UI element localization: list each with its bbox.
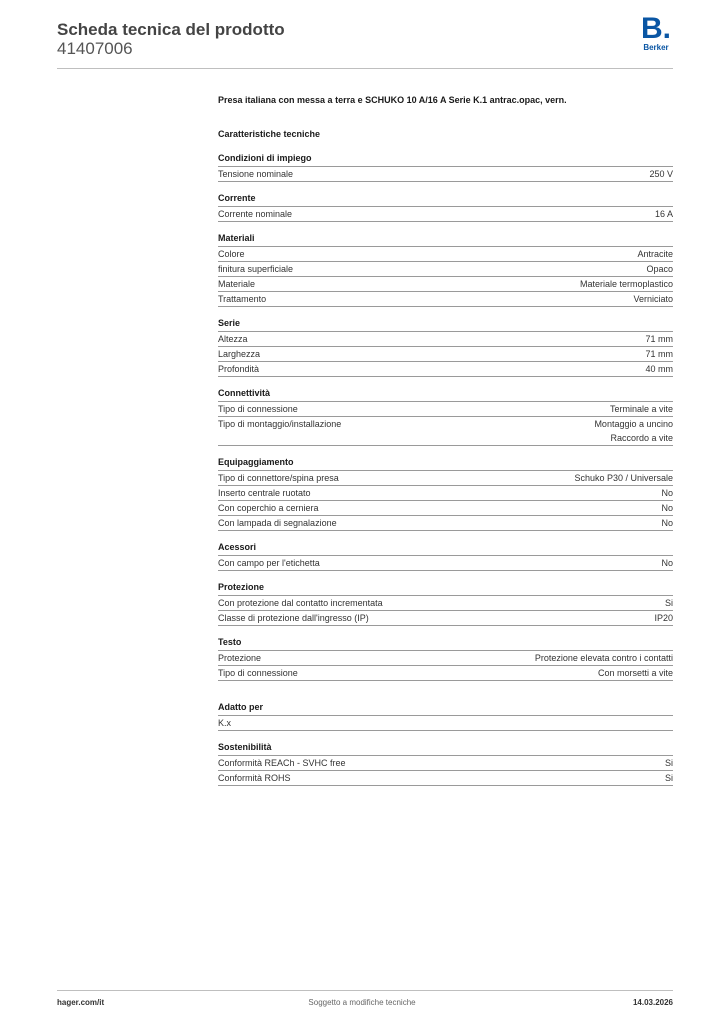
- section-title: Testo: [218, 636, 673, 651]
- spec-value: Verniciato: [633, 294, 673, 304]
- spec-row: [218, 277, 673, 292]
- spec-label: Profondità: [218, 364, 260, 374]
- spec-section: [218, 152, 673, 182]
- spec-label: Altezza: [218, 334, 248, 344]
- spec-value: 40 mm: [645, 364, 673, 374]
- spec-value: Si: [664, 758, 673, 768]
- spec-section: [218, 317, 673, 377]
- spec-section: [218, 456, 673, 531]
- spec-row: [218, 501, 673, 516]
- spec-label: Corrente nominale: [218, 209, 293, 219]
- tech-heading: Caratteristiche tecniche: [218, 129, 321, 139]
- spec-label: Con lampada di segnalazione: [218, 518, 337, 528]
- spec-row: [218, 167, 673, 182]
- spec-row: [218, 347, 673, 362]
- section-title: Materiali: [218, 232, 673, 247]
- footer-divider: [57, 990, 673, 991]
- spec-section: [218, 387, 673, 446]
- footer-website: hager.com/it: [57, 998, 105, 1007]
- spec-row: [218, 362, 673, 377]
- spec-label: Protezione: [218, 653, 262, 663]
- logo-text: Berker: [643, 43, 669, 52]
- spec-row: [218, 611, 673, 626]
- spec-row: [218, 716, 673, 731]
- spec-value: Si: [664, 773, 673, 783]
- spec-label: Conformità REACh - SVHC free: [218, 758, 346, 768]
- spec-label: Tensione nominale: [218, 169, 294, 179]
- spec-value: Protezione elevata contro i contatti: [534, 653, 673, 663]
- spec-row: [218, 651, 673, 666]
- spec-row: [218, 417, 673, 446]
- spec-label: Tipo di montaggio/installazione: [218, 419, 342, 429]
- spec-value: IP20: [654, 613, 673, 623]
- spec-label: Tipo di connettore/spina presa: [218, 473, 339, 483]
- spec-value: No: [661, 518, 673, 528]
- spec-row: [218, 332, 673, 347]
- section-title: Equipaggiamento: [218, 456, 673, 471]
- spec-row: [218, 596, 673, 611]
- spec-label: Colore: [218, 249, 245, 259]
- logo-mark: B.: [641, 12, 671, 45]
- spec-row: [218, 771, 673, 786]
- spec-value: Materiale termoplastico: [579, 279, 673, 289]
- spec-section: [218, 541, 673, 571]
- spec-value: 250 V: [649, 169, 673, 179]
- section-title: Adatto per: [218, 701, 673, 716]
- spec-row: [218, 262, 673, 277]
- section-title: Acessori: [218, 541, 673, 556]
- spec-section: [218, 741, 673, 786]
- spec-value: 16 A: [654, 209, 673, 219]
- brand-logo: [636, 12, 676, 52]
- spec-row: [218, 247, 673, 262]
- spec-value: Opaco: [646, 264, 673, 274]
- spec-label: Con coperchio a cerniera: [218, 503, 319, 513]
- spec-label: K.x: [218, 718, 232, 728]
- spec-section: [218, 636, 673, 681]
- spec-value: No: [661, 503, 673, 513]
- product-code: 41407006: [57, 39, 133, 58]
- section-title: Sostenibilità: [218, 741, 673, 756]
- spec-section: [218, 581, 673, 626]
- spec-row: [218, 402, 673, 417]
- spec-value: Montaggio a uncino Raccordo a vite: [594, 419, 673, 443]
- spec-row: [218, 207, 673, 222]
- spec-label: Trattamento: [218, 294, 267, 304]
- spec-value: Antracite: [637, 249, 673, 259]
- spec-content: [218, 95, 673, 796]
- spec-value: Terminale a vite: [609, 404, 673, 414]
- spec-row: [218, 471, 673, 486]
- spec-label: Inserto centrale ruotato: [218, 488, 311, 498]
- section-title: Serie: [218, 317, 673, 332]
- spec-label: Tipo di connessione: [218, 668, 298, 678]
- spec-label: Con campo per l'etichetta: [218, 558, 320, 568]
- spec-label: Classe di protezione dall'ingresso (IP): [218, 613, 369, 623]
- spec-row: [218, 556, 673, 571]
- spec-sections: [218, 152, 673, 786]
- section-title: Corrente: [218, 192, 673, 207]
- spec-label: Larghezza: [218, 349, 261, 359]
- spec-label: Materiale: [218, 279, 256, 289]
- footer-disclaimer: Soggetto a modifiche tecniche: [308, 998, 416, 1007]
- product-description: Presa italiana con messa a terra e SCHUKO 10 A/16 A Serie K.1 antrac.opac, vern.: [218, 95, 567, 105]
- spec-value: 71 mm: [645, 334, 673, 344]
- spec-row: [218, 292, 673, 307]
- spec-row: [218, 666, 673, 681]
- spec-value: No: [661, 558, 673, 568]
- spec-value: No: [661, 488, 673, 498]
- spec-label: finitura superficiale: [218, 264, 294, 274]
- header-divider: [57, 68, 673, 69]
- section-title: Protezione: [218, 581, 673, 596]
- spec-row: [218, 516, 673, 531]
- spec-value: Con morsetti a vite: [597, 668, 673, 678]
- spec-label: Con protezione dal contatto incrementata: [218, 598, 383, 608]
- spec-row: [218, 756, 673, 771]
- spec-section: [218, 232, 673, 307]
- spec-section: [218, 701, 673, 731]
- section-title: Condizioni di impiego: [218, 152, 673, 167]
- section-title: Connettività: [218, 387, 673, 402]
- spec-section: [218, 192, 673, 222]
- spec-value: Si: [664, 598, 673, 608]
- spec-value: Schuko P30 / Universale: [574, 473, 673, 483]
- spec-label: Conformità ROHS: [218, 773, 291, 783]
- spec-label: Tipo di connessione: [218, 404, 298, 414]
- footer-date: 14.03.2026: [632, 998, 673, 1007]
- spec-value: 71 mm: [645, 349, 673, 359]
- page-title: Scheda tecnica del prodotto: [57, 20, 285, 39]
- spec-row: [218, 486, 673, 501]
